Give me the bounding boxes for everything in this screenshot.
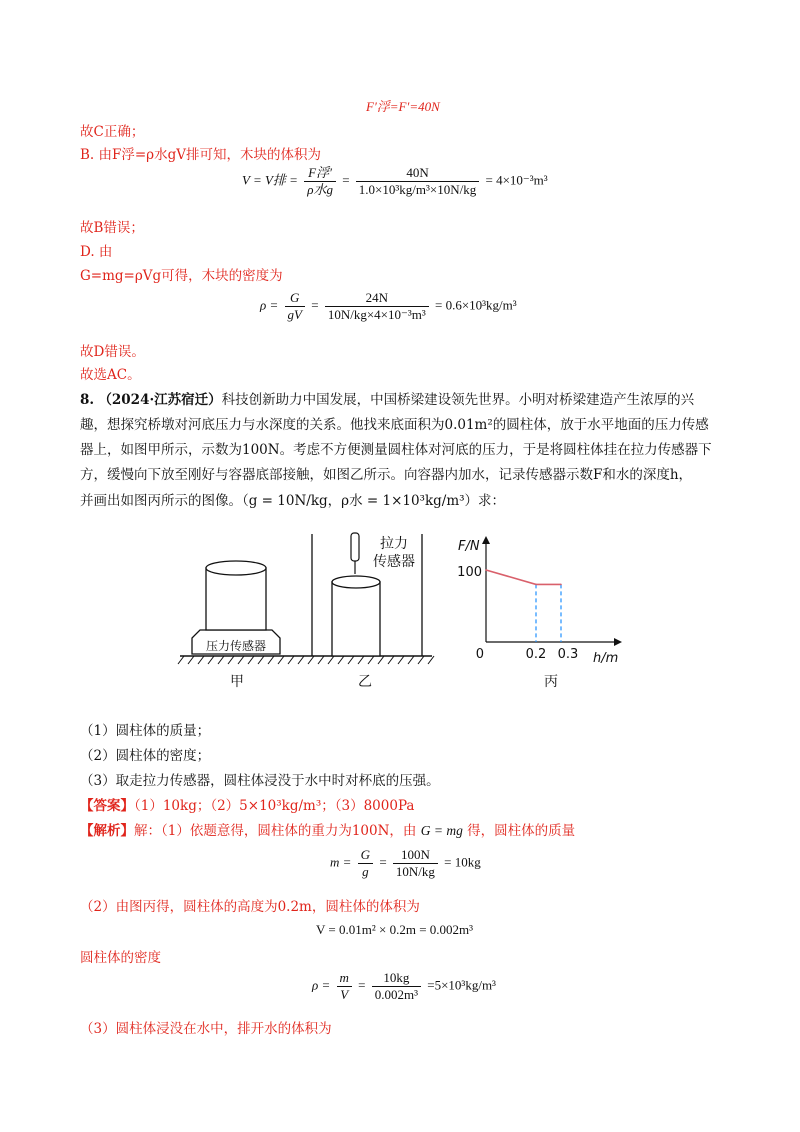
mass-result: = 10kg: [444, 854, 481, 870]
figure-jia: [178, 561, 434, 690]
y-axis-label: F/N: [458, 539, 480, 554]
mass-lhs: m =: [330, 854, 352, 870]
sub-question-3: （3）取走拉力传感器，圆柱体浸没于水中时对杯底的压强。: [80, 773, 440, 789]
b-intro-line: B. 由F浮=ρ水gV排可知，木块的体积为: [80, 147, 322, 163]
density-equation: ρ = $\frac{G}{gV}$ = $\frac{24N}{\text{10N/kg×4×10⁻³m³}}$ = 0.6×10³kg/m³: [260, 290, 517, 322]
question-number: 8.: [80, 392, 95, 408]
d-formula-line: G=mg=ρVg可得，木块的密度为: [80, 268, 283, 284]
question-line3: 器上，如图甲所示，示数为100N。考虑不方便测量圆柱体对河底的压力，于是将圆柱体挂在拉力传感器下: [80, 442, 712, 458]
volume-den2: 1.0×10³kg/m³×10N/kg: [358, 182, 477, 197]
analysis-tag: 【解析】: [80, 823, 134, 839]
label-bing: 丙: [544, 674, 558, 690]
question-line5: 并画出如图丙所示的图像。（g = 10N/kg，ρ水 = 1×10³kg/m³）求：: [80, 493, 506, 509]
analysis-p1-tail: 得，圆柱体的质量: [467, 823, 576, 839]
sub-question-1: （1）圆柱体的质量；: [80, 723, 211, 739]
b-wrong-line: 故B错误；: [80, 220, 144, 236]
cyl-density-num: m: [337, 970, 352, 987]
cyl-density-num2: 10kg: [372, 970, 421, 987]
pull-sensor-label-2: 传感器: [373, 554, 415, 570]
cylinder-volume-equation: V = 0.01m² × 0.2m = 0.002m³: [316, 922, 474, 937]
f-vs-h-line: [486, 570, 561, 584]
cyl-density-den2: 0.002m³: [374, 987, 419, 1002]
experiment-figure: [176, 530, 626, 700]
volume-num: F浮′: [304, 165, 336, 182]
d-intro-line: D. 由: [80, 244, 113, 260]
sub-question-2: （2）圆柱体的密度；: [80, 748, 211, 764]
volume-den: ρ水g: [307, 182, 333, 197]
data-point-1: [535, 584, 537, 586]
label-yi: 乙: [358, 674, 372, 690]
chart-plot-area: [485, 569, 562, 642]
choose-line: 故选AC。: [80, 367, 141, 383]
c-correct-line: 故C正确；: [80, 124, 145, 140]
density-num2: 24N: [325, 290, 429, 307]
density-lhs: ρ =: [260, 297, 279, 313]
pressure-sensor-label: 压力传感器: [205, 639, 267, 653]
question-line2: 趣，想探究桥墩对河底压力与水深度的关系。他找来底面积为0.01m²的圆柱体，放于水平地面的压力传感: [80, 417, 709, 433]
density-num: G: [285, 290, 305, 307]
answer-line: [80, 797, 414, 815]
data-point-2: [560, 584, 562, 586]
density-den: gV: [287, 307, 302, 322]
mass-num: G: [358, 847, 373, 864]
mass-den2: 10N/kg: [395, 864, 435, 879]
mass-den: g: [362, 864, 369, 879]
volume-lhs: V = V排 =: [242, 172, 298, 188]
analysis-p3: 圆柱体的密度: [80, 950, 161, 966]
question-source: （2024·江苏宿迁）: [98, 392, 222, 408]
cyl-density-lhs: ρ =: [312, 977, 331, 993]
force-equation: F′浮=F′=40N: [366, 99, 440, 114]
analysis-line-1: [80, 822, 575, 840]
x-tick-0-2: 0.2: [525, 647, 547, 662]
cyl-density-result: =5×10³kg/m³: [427, 977, 496, 993]
label-jia: 甲: [230, 674, 244, 690]
mass-num2: 100N: [393, 847, 438, 864]
answer-tag: 【答案】: [80, 798, 134, 814]
x-axis-label: h/m: [593, 651, 619, 666]
volume-result: = 4×10⁻³m³: [485, 172, 548, 188]
y-tick-100: 100: [457, 565, 482, 580]
figure-bing: [457, 536, 622, 690]
origin-label: 0: [475, 647, 484, 662]
question-first-line: [80, 391, 694, 409]
analysis-p1-formula: G = mg: [420, 823, 463, 838]
density-den2: 10N/kg×4×10⁻³m³: [327, 307, 426, 322]
analysis-p1: 解：（1）依题意得，圆柱体的重力为100N，由: [134, 823, 417, 839]
volume-num2: 40N: [356, 165, 479, 182]
data-point-0: [485, 569, 487, 571]
density-result: = 0.6×10³kg/m³: [435, 297, 517, 313]
mass-equation: m = $\frac{G}{g}$ = $\frac{100N}{10N/kg}$ = 10kg: [330, 847, 481, 879]
cyl-density-den: V: [340, 987, 349, 1002]
x-tick-0-3: 0.3: [557, 647, 579, 662]
volume-equation: V = V排 = $\frac{\text{F浮′}}{\text{ρ水g}}$ = $\frac{40N}{\text{1.0×10³kg/m³×10N/kg}}$ = 4×10⁻³m³: [242, 165, 548, 197]
analysis-p4: （3）圆柱体浸没在水中，排开水的体积为: [80, 1021, 332, 1037]
analysis-p2: （2）由图丙得，圆柱体的高度为0.2m，圆柱体的体积为: [80, 899, 420, 915]
pull-sensor-label-1: 拉力: [380, 536, 408, 552]
d-wrong-line: 故D错误。: [80, 344, 145, 360]
figure-yi: [312, 533, 422, 690]
cylinder-density-equation: ρ = $\frac{m}{V}$ = $\frac{10kg}{\text{0.002m³}}$ =5×10³kg/m³: [312, 970, 496, 1002]
question-line4: 方，缓慢向下放至刚好与容器底部接触，如图乙所示。向容器内加水，记录传感器示数F和水的深度h，: [80, 467, 693, 483]
question-line1: 科技创新助力中国发展，中国桥梁建设领先世界。小明对桥梁建造产生浓厚的兴: [221, 392, 695, 408]
answer-text: （1）10kg；（2）5×10³kg/m³；（3）8000Pa: [134, 798, 415, 814]
